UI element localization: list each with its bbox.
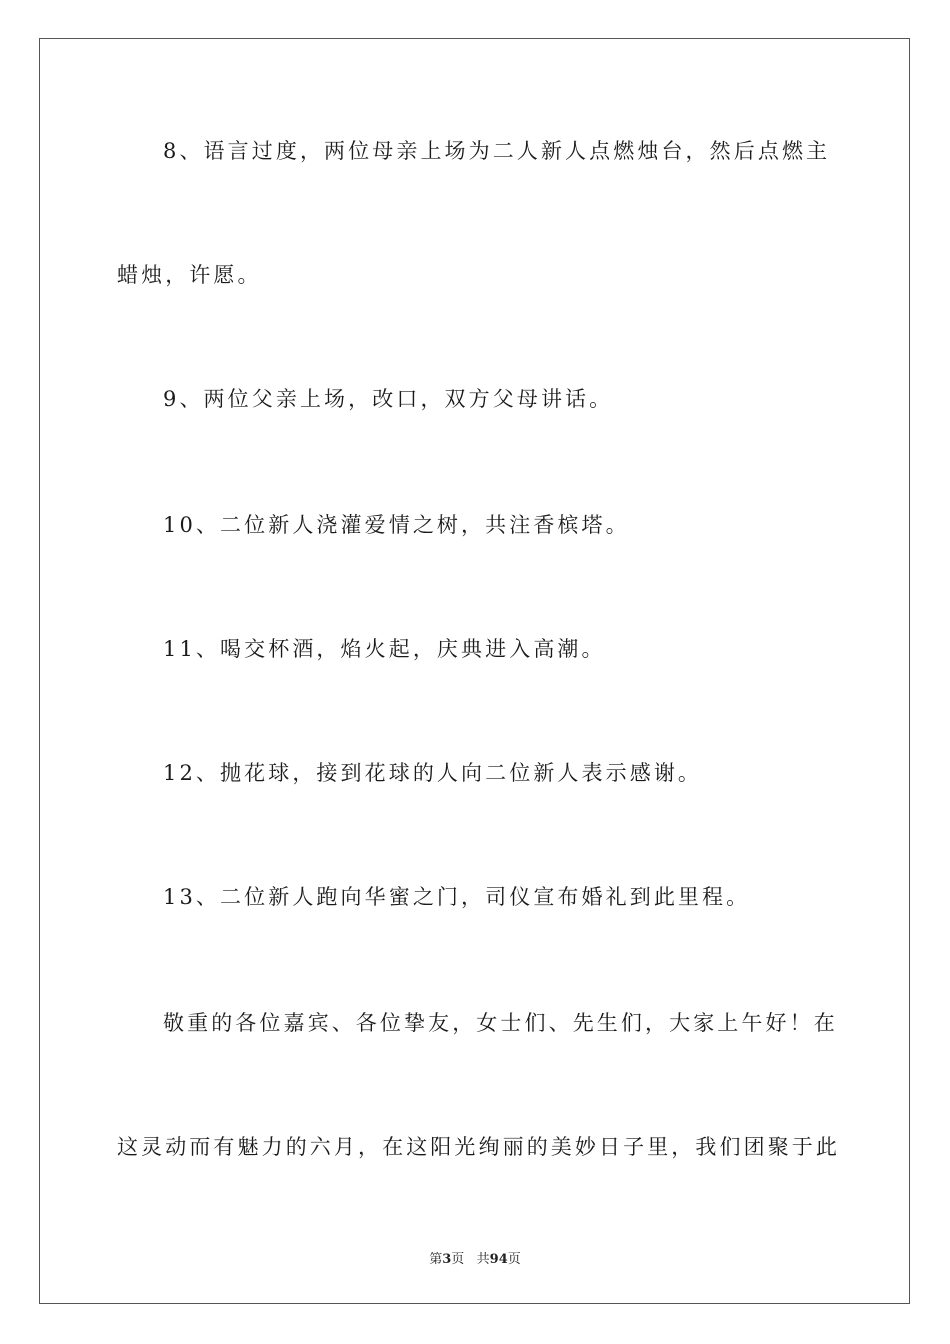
footer-suffix: 页 [507,1252,521,1267]
paragraph-line-9: 这灵动而有魅力的六月，在这阳光绚丽的美妙日子里，我们团聚于此 [117,1135,840,1159]
paragraph-line-2: 蜡烛，许愿。 [117,263,262,287]
paragraph-line-4: 10、二位新人浇灌爱情之树，共注香槟塔。 [163,513,630,537]
paragraph-line-5: 11、喝交杯酒，焰火起，庆典进入高潮。 [163,637,606,661]
footer-mid: 页 共 [451,1252,490,1267]
page-border [39,38,910,1304]
footer-total-pages: 94 [489,1252,508,1267]
footer-prefix: 第 [429,1252,443,1267]
page-footer [0,1248,950,1267]
paragraph-line-6: 12、抛花球，接到花球的人向二位新人表示感谢。 [163,761,703,785]
paragraph-line-1: 8、语言过度，两位母亲上场为二人新人点燃烛台，然后点燃主 [163,139,831,163]
paragraph-line-7: 13、二位新人跑向华蜜之门，司仪宣布婚礼到此里程。 [163,885,751,909]
paragraph-line-3: 9、两位父亲上场，改口，双方父母讲话。 [163,387,614,411]
paragraph-line-8: 敬重的各位嘉宾、各位挚友，女士们、先生们，大家上午好！在 [163,1011,838,1035]
footer-page-number: 3 [442,1252,452,1267]
